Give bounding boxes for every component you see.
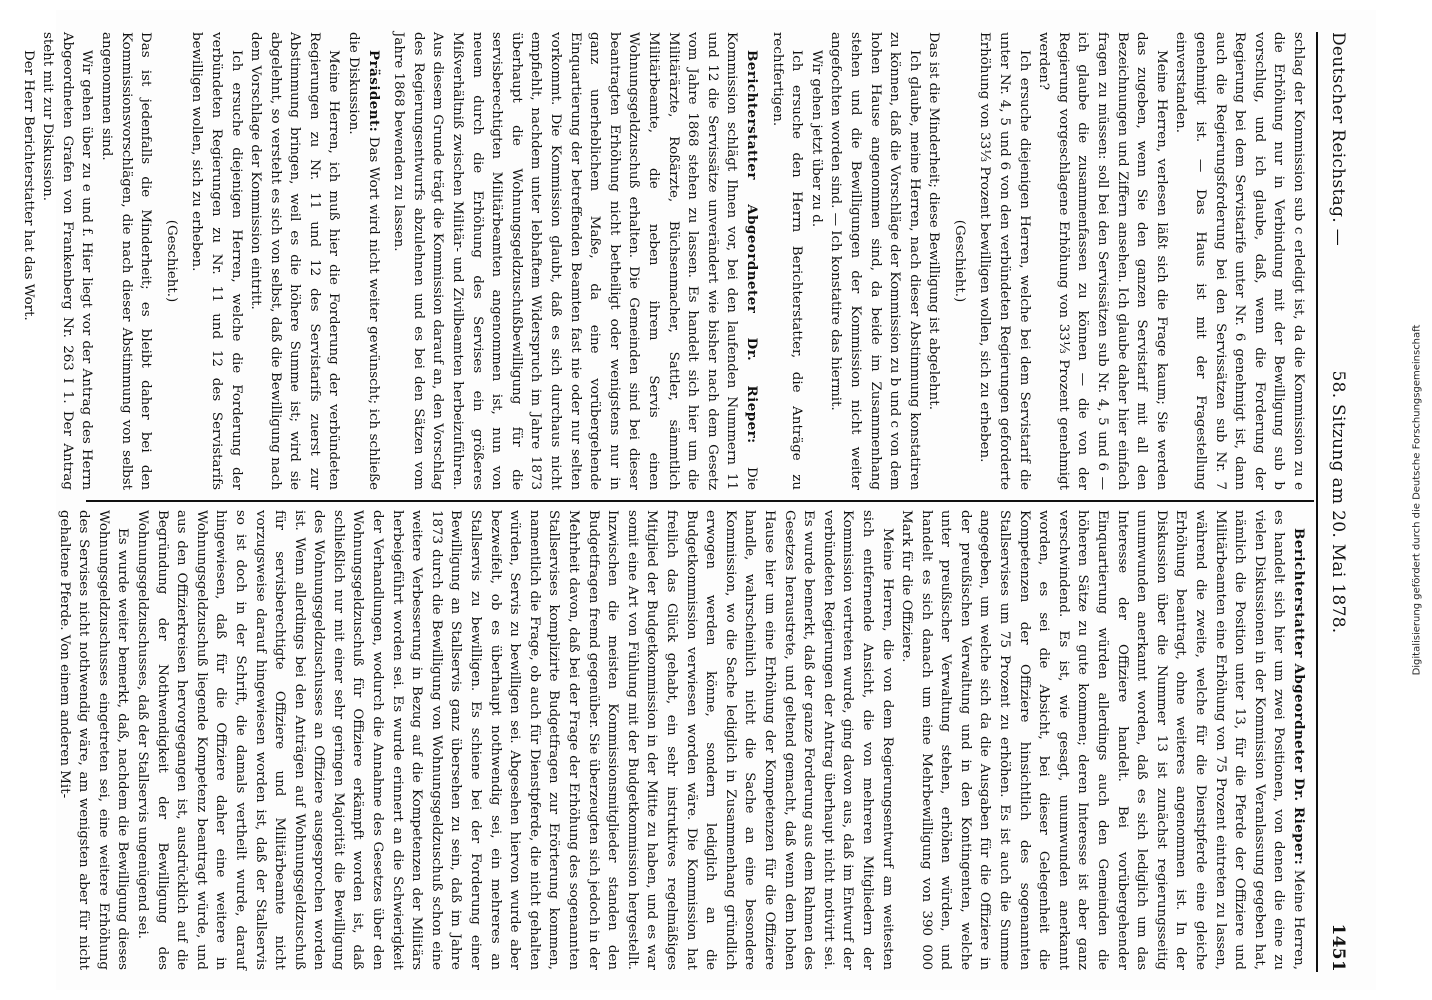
left-column [20,32,1308,490]
paragraph: Wir gehen jetzt über zu d. [808,50,824,228]
paragraph: Das ist die Minderheit; diese Bewilligung ist abgelehnt. [926,32,942,410]
paragraph: schlag der Kommission sub c erledigt ist, da die Kommission zu e die Erhöhung nur in Verbindung mit der Bewilligung sub b vorschlug, und ich glaube, daß, wenn die Forderung der Regierung bei dem Servistarife unter Nr. 6 genehmigt ist, dann auch die Regierungsforderung bei den Servissätzen sub Nr. 7 genehmigt ist. — Das Haus ist mit der Fragestellung einverstanden. [1173,32,1306,490]
header-left: Deutscher Reichstag. — [1328,32,1348,247]
page-header [1320,32,1348,972]
paragraph: Ich ersuche diejenigen Herren, welche die Forderung der verbündeten Regierungen zu Nr. 11 und 12 des Servistarifs bewilligen wollen, sich zu erheben. [189,32,244,490]
paragraph: Das ist jedenfalls die Minderheit; es bleibt daher bei den Kommissionsvorschlägen, die nach dieser Abstimmung von selbst angenommen sind. [98,32,154,490]
paragraph: Meine Herren, verlesen läßt sich die Frage kaum; Sie werden das zugeben, wenn Sie den ganzen Servistarif mit all den Bezeichnungen und Ziffern ansehen. Ich glaube daher hier einfach fragen zu müssen: soll bei den Servissätzen sub Nr. 4, 5 und 6 — ich glaube die zusammenfassen zu können — die von der Regierung vorgeschlagene Erhöhung von 33⅓ Prozent genehmigt werden? [1036,32,1169,490]
paragraph: Berichterstatter Abgeordneter Dr. Rieper: Die Kommission schlägt Ihnen vor, bei den laufenden Nummern 11 und 12 die Servissätze unverändert wie bisher nach dem Gesetz vom Jahre 1868 stehen zu lassen. Es handelt sich hier um die Militärärzte, Roßärzte, Büchsenmacher, Sattler, sämmtlich Militärbeamte, die neben ihrem Servis einen Wohnungsgeldzuschuß erhalten. Die Gemeinden sind bei dieser beantragten Erhöhung nicht betheiligt oder wenigstens nur in ganz unerheblichem Maße, da eine vorübergehende Einquartierung der betreffenden Beamten fast nie oder nur selten vorkommt. Die Kommission glaubt, daß es sich durchaus nicht empfiehlt, nachdem unter lebhaftem Widerspruch im Jahre 1873 überhaupt die Wohnungsgeldzuschußbewilligung für die servisberechtigten Militärbeamten angenommen ist, nun von neuem durch die Erhöhung des Servises ein größeres Mißverhältniß zwischen Militär- und Zivilbeamten herbeizuführen. Aus diesem Grunde trägt die Kommission darauf an, den Vorschlag des Regierungsentwurfs abzulehnen und es bei den Sätzen vom Jahre 1868 bewenden zu lassen. [391,32,760,490]
header-center: 58. Sitzung am 20. Mai 1878. [1328,370,1348,634]
speaker-label: Präsident: [365,50,382,133]
paragraph: Ich glaube, meine Herren, nach dieser Abstimmung konstatiren zu können, daß die Vorschläge der Kommission zu b und c von dem hohen Hause angenommen sind, da beide im Zusammenhang stehen und die Bewilligungen der Kommission nicht weiter angefochten worden sind. — Ich konstatire das hiermit. [828,32,922,490]
paragraph: Es wurde weiter bemerkt, daß, nachdem die Bewilligung dieses Wohnungsgeldzuschusses eingetreten sei, eine weitere Erhöhung des Servises nicht nothwendig wäre, am wenigsten aber für nicht gehaltene Pferde. Von einem anderen Mit- [56,510,131,970]
paragraph: Präsident: Das Wort wird nicht weiter gewünscht; ich schließe die Diskussion. [346,32,382,490]
paragraph: Der Herr Berichterstatter hat das Wort. [20,50,36,321]
paragraph: Meine Herren, die von dem Regierungsentwurf am weitesten sich entfernende Ansicht, die von mehreren Mitgliedern der Kommission vertreten wurde, ging davon aus, daß im Entwurf der verbündeten Regierungen der Antrag überhaupt nicht motivirt sei. Es wurde bemerkt, daß der ganze Forderung aus dem Rahmen des Gesetzes heraustrete, und geltend gemacht, daß wenn dem hohen Hause hier um eine Erhöhung der Kompetenzen für die Offiziere handle, wahrscheinlich nicht die Sache an eine besondere Kommission, wo die Sache lediglich in Zusammenhang gründlich erwogen werden könne, sondern lediglich an die Budgetkommission verwiesen worden wäre. Die Kommission hat freilich das Glück gehabt, ein sehr instruktives regelmäßiges Mitglied der Budgetkommission in der Mitte zu haben, und es war somit eine Art von Fühlung mit der Budgetkommission hergestellt. Inzwischen die meisten Kommissionsmitglieder standen den Budgetfragen fremd gegenüber. Sie überzeugten sich jedoch in der Mehrheit davon, daß bei der Frage der Erhöhung des sogenannten Stallservises komplizirte Budgetfragen zur Erörterung kommen, namentlich die Frage, ob auch für Dienstpferde, die nicht gehalten würden, Servis zu bewilligen sei. Abgesehen hiervon wurde aber bezweifelt, ob es überhaupt nothwendig sei, ein mehreres an Stallservis zu bewilligen. Es schiene bei der Forderung einer Bewilligung an Stallservis ganz übersehen zu sein, daß im Jahre 1873 durch die Bewilligung von Wohnungsgeldzuschuß schon eine weitere Verbesserung in Bezug auf die Kompetenzen der Militärs herbeigeführt worden sei. Es wurde erinnert an die Schwierigkeit der Verhandlungen, wodurch die Annahme des Gesetzes über den Wohnungsgeldzuschuß für Offiziere erkämpft worden ist, daß schließlich nur mit einer sehr geringen Majorität die Bewilligung des Wohnungsgeldzuschusses an Offiziere ausgesprochen worden ist. Wenn allerdings bei den Anträgen auf Wohnungsgeldzuschuß für servisberechtigte Offiziere und Militärbeamte nicht vorzugsweise darauf hingewiesen worden ist, daß der Stallservis so ist doch in der Schrift, die damals vertheilt wurde, darauf hingewiesen, daß für die Offiziere daher eine weitere in Wohnungsgeldzuschuß liegende Kompetenz beantragt würde, und aus den Offizierkreisen hervorgegangen ist, ausdrücklich auf die Begründung der Nothwendigkeit der Bewilligung des Wohnungsgeldzuschusses, daß der Stallservis ungenügend sei. [134,510,895,970]
paragraph: Ich ersuche den Herrn Berichterstatter, die Anträge zu rechtfertigen. [769,32,805,490]
column-divider [86,500,1314,502]
right-column [56,510,1308,970]
header-rule [1316,32,1318,972]
digitization-credit [1409,40,1425,960]
credit-text: Digitalisierung gefördert durch die Deutsche Forschungsgemeinschaft [1411,324,1423,676]
paragraph: Wir gehen über zu e und f. Hier liegt vor der Antrag des Herrn Abgeordneten Grafen von Frankenberg Nr. 263 I 1. Der Antrag steht mit zur Diskussion. [40,32,95,490]
scanned-page [20,10,1376,990]
paragraph: (Geschieht.) [951,219,967,303]
paragraph: (Geschieht.) [163,219,179,303]
page-number: 1451 [1328,923,1348,972]
paragraph: Berichterstatter Abgeordneter Dr. Rieper: Meine Herren, es handelt sich hier um zwei Positionen, von denen die eine zu vielen Diskussionen in der Kommission Veranlassung gegeben hat, nämlich die Position unter 13, für die Pferde der Offiziere und Militärbeamten eine Erhöhung von 75 Prozent eintreten zu lassen, während die zweite, welche für die Dienstpferde eine gleiche Erhöhung beantragt, ohne weiteres angenommen ist. In der Diskussion über die Nummer 13 ist zunächst regierungsseitig unumwunden anerkannt worden, daß es sich lediglich um das Interesse der Offiziere handelt. Bei vorübergehender Einquartierung würden allerdings auch den Gemeinden die höheren Sätze zu gute kommen; deren Interesse ist aber ganz verschwindend. Es ist, wie gesagt, unumwunden anerkannt worden, es sei die Absicht, bei dieser Gelegenheit die Kompetenzen der Offiziere hinsichtlich des sogenannten Stallservises um 75 Prozent zu erhöhen. Es ist auch die Summe angegeben, um welche sich da die Ausgaben für die Offiziere in der preußischen Verwaltung und in den Kontingenten, welche unter preußischer Verwaltung stehen, erhöhen würden, und handelt es sich danach um eine Mehrbewilligung von 390 000 Mark für die Offiziere. [899,510,1307,970]
speaker-label: Berichterstatter Abgeordneter Dr. Rieper: [1291,528,1307,866]
paragraph: Meine Herren, ich muß hier die Forderung der verbündeten Regierungen zu Nr. 11 und 12 des Servistarifs zuerst zur Abstimmung bringen, weil es die höhere Summe ist; wird sie abgelehnt, so versteht es sich von selbst, daß die Bewilligung nach dem Vorschlage der Kommission eintritt. [248,32,342,490]
speaker-label: Berichterstatter Abgeordneter Dr. Rieper: [743,50,760,444]
paragraph: Ich ersuche diejenigen Herren, welche bei dem Servistarif die unter Nr. 4, 5 und 6 von den verbündeten Regierungen geforderte Erhöhung von 33⅓ Prozent bewilligen wollen, sich zu erheben. [977,32,1032,490]
